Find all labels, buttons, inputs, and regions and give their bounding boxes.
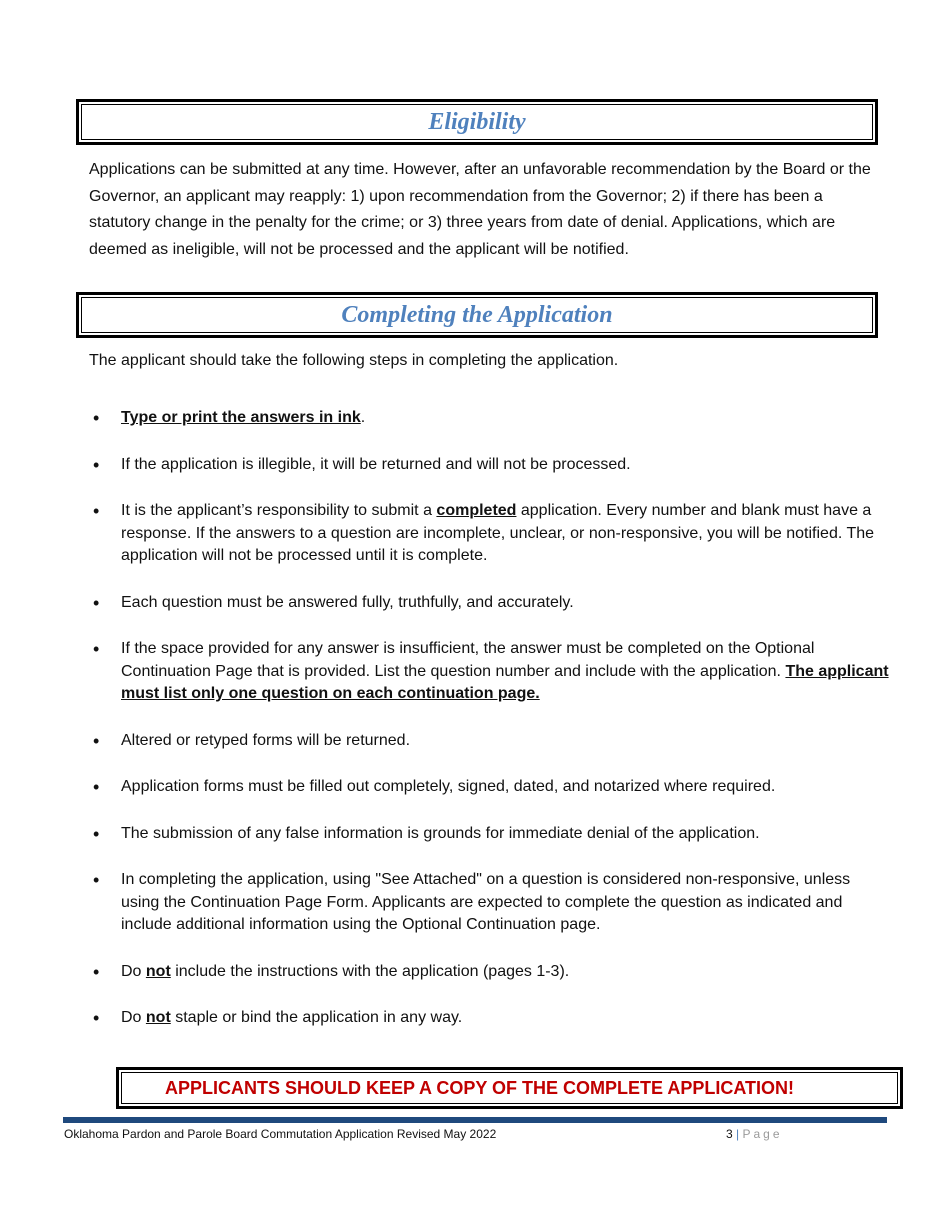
page-label: Page — [742, 1127, 783, 1141]
instruction-list — [89, 407, 889, 1054]
list-item: • It is the applicant’s responsibility to submit a completed application. Every number and blank must have a response. If the answers to a question are incomplete, unclear, or non-responsive, you will be notified. The application will not be processed until it is complete. — [89, 500, 889, 568]
keep-copy-alert-box — [116, 1067, 903, 1109]
list-item: • The submission of any false information is grounds for immediate denial of the application. — [89, 823, 889, 846]
completing-heading: Completing the Application — [81, 297, 873, 333]
list-item: • Altered or retyped forms will be returned. — [89, 730, 889, 753]
eligibility-heading-box — [76, 99, 878, 145]
completing-intro: The applicant should take the following steps in completing the application. — [89, 352, 619, 369]
keep-copy-alert: APPLICANTS SHOULD KEEP A COPY OF THE COMPLETE APPLICATION! — [121, 1072, 898, 1104]
list-item: • If the space provided for any answer is insufficient, the answer must be completed on the Optional Continuation Page that is provided. List the question number and include with the application. The applicant must list only one question on each continuation page. — [89, 638, 889, 706]
list-item: • Do not include the instructions with the application (pages 1-3). — [89, 961, 889, 984]
list-item: • Do not staple or bind the application in any way. — [89, 1007, 889, 1030]
footer-title: Oklahoma Pardon and Parole Board Commutation Application Revised May 2022 — [64, 1127, 497, 1141]
eligibility-paragraph: Applications can be submitted at any time. However, after an unfavorable recommendation by the Board or the Governor, an applicant may reapply: 1) upon recommendation from the Governor; 2) if there has been a statutory change in the penalty for the crime; or 3) three years from date of denial. Applications, which are deemed as ineligible, will not be processed and the applicant will be notified. — [89, 161, 871, 258]
footer-rule — [63, 1117, 887, 1123]
list-item: • Application forms must be filled out completely, signed, dated, and notarized where required. — [89, 776, 889, 799]
eligibility-heading: Eligibility — [81, 104, 873, 140]
list-item: • Each question must be answered fully, truthfully, and accurately. — [89, 592, 889, 615]
list-item: • Type or print the answers in ink. — [89, 407, 889, 430]
page-indicator — [726, 1127, 783, 1141]
list-item: • In completing the application, using "See Attached" on a question is considered non-responsive, unless using the Continuation Page Form. Applicants are expected to complete the question as indicated and include additional information using the Optional Continuation page. — [89, 869, 889, 937]
page-separator: | — [736, 1127, 740, 1141]
list-item: • If the application is illegible, it will be returned and will not be processed. — [89, 454, 889, 477]
completing-heading-box — [76, 292, 878, 338]
page-number: 3 — [726, 1127, 733, 1141]
